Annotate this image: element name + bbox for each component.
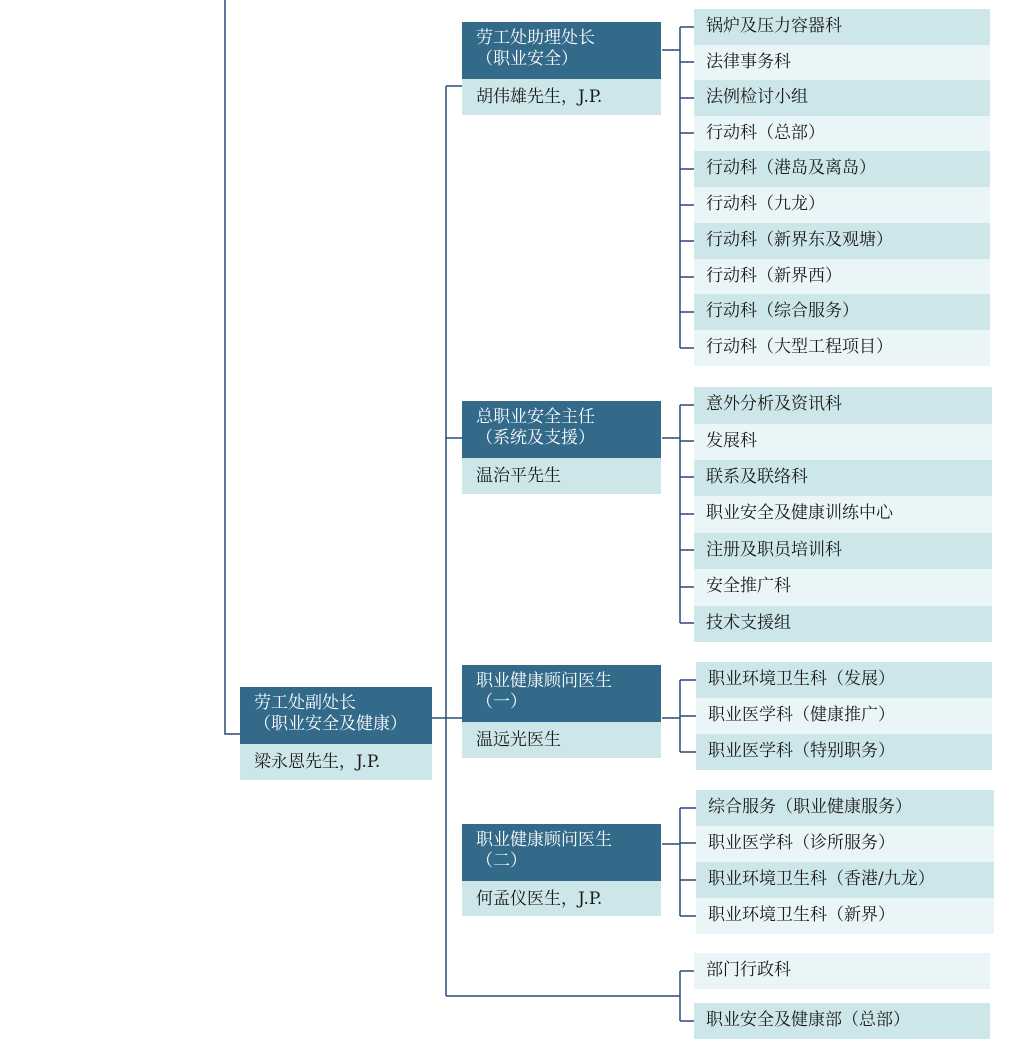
direct-unit: 部门行政科 <box>694 953 990 989</box>
group-1-title-box <box>462 22 661 79</box>
group-1-title-line-1: 劳工处助理处长 <box>476 28 595 48</box>
deputy-title-line-1: 劳工处副处长 <box>254 693 356 713</box>
group-4-title-line-1: 职业健康顾问医生 <box>476 830 612 850</box>
group-1-unit: 行动科（九龙） <box>694 187 990 223</box>
group-2-unit: 职业安全及健康训练中心 <box>694 496 992 533</box>
group-4-unit: 综合服务（职业健康服务） <box>696 790 994 826</box>
group-2-title-line-2: （系统及支援） <box>476 428 595 448</box>
group-1-unit: 行动科（新界西） <box>694 259 990 294</box>
group-2-title-box <box>462 401 661 458</box>
group-4-unit: 职业医学科（诊所服务） <box>696 826 994 862</box>
group-2-unit: 联系及联络科 <box>694 460 992 496</box>
deputy-title-box <box>240 687 432 744</box>
group-4-name-box: 何孟仪医生，J.P. <box>462 881 661 916</box>
group-2-unit: 意外分析及资讯科 <box>694 387 992 424</box>
deputy-name-box: 梁永恩先生，J.P. <box>240 744 432 780</box>
group-2-unit: 发展科 <box>694 424 992 460</box>
group-2-unit: 注册及职员培训科 <box>694 533 992 569</box>
group-2-title-line-1: 总职业安全主任 <box>476 407 595 427</box>
group-4-unit: 职业环境卫生科（新界） <box>696 898 994 934</box>
group-2-name-box: 温治平先生 <box>462 458 661 494</box>
group-4-title-line-2: （二） <box>476 851 527 871</box>
group-1-title-line-2: （职业安全） <box>476 49 578 69</box>
group-1-unit: 行动科（总部） <box>694 116 990 151</box>
connector-to-deputy <box>225 0 240 734</box>
group-1-unit: 行动科（港岛及离岛） <box>694 151 990 187</box>
group-1-unit: 行动科（大型工程项目） <box>694 330 990 366</box>
group-2-unit: 技术支援组 <box>694 606 992 642</box>
group-2-unit: 安全推广科 <box>694 569 992 606</box>
group-1-unit: 行动科（综合服务） <box>694 294 990 330</box>
group-3-title-line-1: 职业健康顾问医生 <box>476 671 612 691</box>
group-3-unit: 职业医学科（特别职务） <box>696 734 992 770</box>
group-1-unit: 行动科（新界东及观塘） <box>694 223 990 259</box>
group-1-unit: 锅炉及压力容器科 <box>694 9 990 45</box>
connector-g1-bracket <box>662 27 680 348</box>
group-1-name-box: 胡伟雄先生，J.P. <box>462 79 661 115</box>
group-3-title-box <box>462 665 661 722</box>
connector-g2-bracket <box>662 405 680 623</box>
group-3-unit: 职业环境卫生科（发展） <box>696 662 992 698</box>
group-3-title-line-2: （一） <box>476 692 527 712</box>
group-3-unit: 职业医学科（健康推广） <box>696 698 992 734</box>
connector-g4-bracket <box>662 808 680 916</box>
group-3-name-box: 温远光医生 <box>462 722 661 758</box>
group-4-title-box <box>462 824 661 881</box>
connector-g3-bracket <box>662 680 680 752</box>
group-1-unit: 法律事务科 <box>694 45 990 80</box>
direct-unit: 职业安全及健康部（总部） <box>694 1003 990 1039</box>
group-4-unit: 职业环境卫生科（香港/九龙） <box>696 862 994 898</box>
group-1-unit: 法例检讨小组 <box>694 80 990 116</box>
deputy-title-line-2: （职业安全及健康） <box>254 714 407 734</box>
